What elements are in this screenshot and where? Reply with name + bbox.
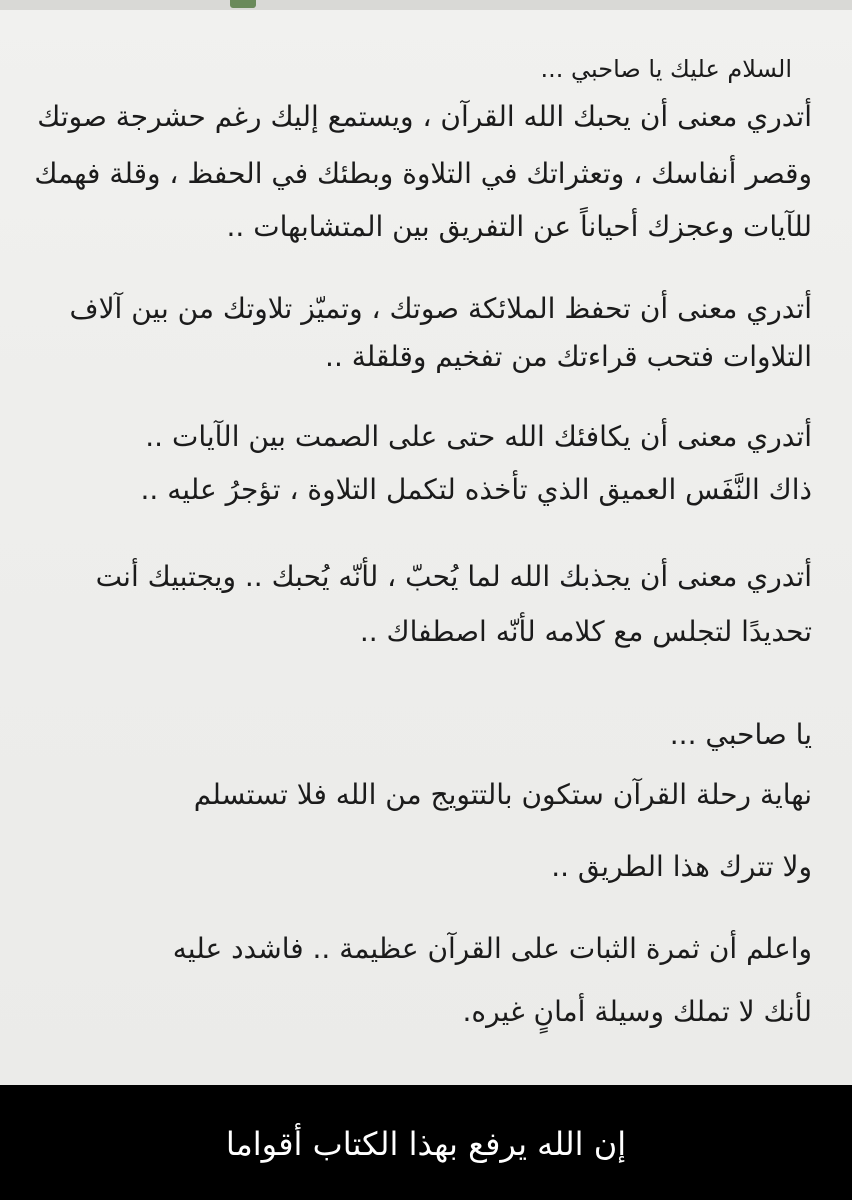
paragraph-1-line-3: للآيات وعجزك أحياناً عن التفريق بين المتشابهات .. xyxy=(226,210,812,243)
paragraph-3-line-2: ذاك النَّفَس العميق الذي تأخذه لتكمل التلاوة ، تؤجرُ عليه .. xyxy=(140,473,812,506)
paragraph-1-line-1: أتدري معنى أن يحبك الله القرآن ، ويستمع إليك رغم حشرجة صوتك xyxy=(37,100,812,133)
paragraph-6-line-1: واعلم أن ثمرة الثبات على القرآن عظيمة .. فاشدد عليه xyxy=(172,932,812,965)
address-line: يا صاحبي ... xyxy=(669,718,812,751)
paragraph-3-line-1: أتدري معنى أن يكافئك الله حتى على الصمت بين الآيات .. xyxy=(145,420,812,453)
paragraph-2-line-2: التلاوات فتحب قراءتك من تفخيم وقلقلة .. xyxy=(325,340,812,373)
paragraph-2-line-1: أتدري معنى أن تحفظ الملائكة صوتك ، وتميّز تلاوتك من بين آلاف xyxy=(69,292,812,325)
paragraph-5-line-1: نهاية رحلة القرآن ستكون بالتتويج من الله فلا تستسلم xyxy=(193,778,812,811)
paragraph-5-line-2: ولا تترك هذا الطريق .. xyxy=(551,850,812,883)
paragraph-4-line-2: تحديدًا لتجلس مع كلامه لأنّه اصطفاك .. xyxy=(359,615,812,648)
binding-mark xyxy=(230,0,256,8)
paragraph-6-line-2: لأنك لا تملك وسيلة أمانٍ غيره. xyxy=(462,995,812,1028)
page-top-edge xyxy=(0,0,852,10)
caption-text: إن الله يرفع بهذا الكتاب أقواما xyxy=(225,1125,627,1163)
greeting-line: السلام عليك يا صاحبي ... xyxy=(540,55,792,83)
paragraph-4-line-1: أتدري معنى أن يجذبك الله لما يُحبّ ، لأنّه يُحبك .. ويجتبيك أنت xyxy=(95,560,812,593)
caption-bar xyxy=(0,1085,852,1200)
paragraph-1-line-2: وقصر أنفاسك ، وتعثراتك في التلاوة وبطئك في الحفظ ، وقلة فهمك xyxy=(34,157,812,190)
